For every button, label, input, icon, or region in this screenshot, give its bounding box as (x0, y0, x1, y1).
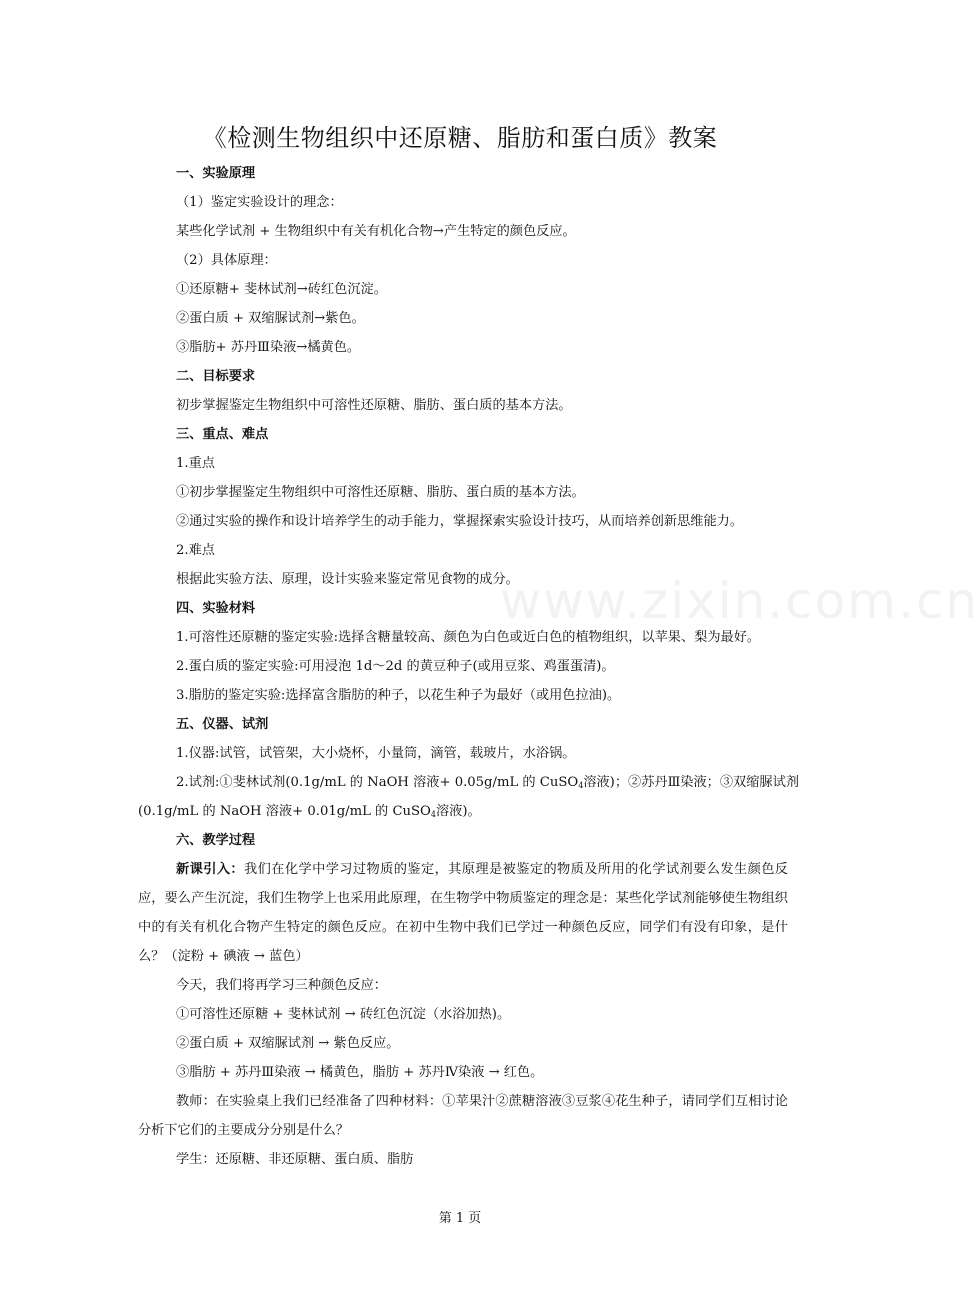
section-heading-key-points: 三、重点、难点 (176, 427, 269, 442)
text-line: 今天，我们将再学习三种颜色反应： (176, 978, 387, 993)
page-title: 《检测生物组织中还原糖、脂肪和蛋白质》教案 (202, 124, 718, 152)
text-line-reagents-cont: (0.1g/mL 的 NaOH 溶液+ 0.01g/mL 的 CuSO$_4$溶液)。 (138, 804, 481, 819)
watermark: www.zixin.com.cn (500, 572, 979, 630)
text-line: 某些化学试剂 + 生物组织中有关有机化合物→产生特定的颜色反应。 (176, 224, 576, 239)
text-line: 2.蛋白质的鉴定实验:可用浸泡 1d～2d 的黄豆种子(或用豆浆、鸡蛋蛋清)。 (176, 659, 615, 674)
text-line: （2）具体原理： (176, 253, 277, 268)
text-line: 1.重点 (176, 456, 215, 471)
section-heading-process: 六、教学过程 (176, 833, 256, 848)
text-line: ①初步掌握鉴定生物组织中可溶性还原糖、脂肪、蛋白质的基本方法。 (176, 485, 585, 500)
intro-paragraph: 新课引入：我们在化学中学习过物质的鉴定，其原理是被鉴定的物质及所用的化学试剂要么发生颜色反应，要么产生沉淀，我们生物学上也采用此原理，在生物学中物质鉴定的理念是：某些化学试剂能够使生物组织中的有关有机化合物产生特定的颜色反应。在初中生物中我们已学过一种颜色反应，同学们有没有印象，是什么？（淀粉 + 碘液 → 蓝色） (138, 862, 788, 964)
text-line: 2.难点 (176, 543, 215, 558)
text-line: ③脂肪 + 苏丹Ⅲ染液 → 橘黄色，脂肪 + 苏丹Ⅳ染液 → 红色。 (176, 1065, 544, 1080)
teacher-paragraph: 教师：在实验桌上我们已经准备了四种材料：①苹果汁②蔗糖溶液③豆浆④花生种子，请同学们互相讨论分析下它们的主要成分分别是什么？ (138, 1094, 788, 1138)
section-heading-equipment: 五、仪器、试剂 (176, 717, 269, 732)
text-line: 3.脂肪的鉴定实验:选择富含脂肪的种子，以花生种子为最好（或用色拉油)。 (176, 688, 621, 703)
text-line-reagents: 2.试剂:①斐林试剂(0.1g/mL 的 NaOH 溶液+ 0.05g/mL 的 CuSO$_4$溶液)；②苏丹Ⅲ染液；③双缩脲试剂 (176, 775, 799, 790)
text-line: 初步掌握鉴定生物组织中可溶性还原糖、脂肪、蛋白质的基本方法。 (176, 398, 572, 413)
text-line: ②通过实验的操作和设计培养学生的动手能力，掌握探索实验设计技巧，从而培养创新思维能力。 (176, 514, 744, 529)
text-line: 根据此实验方法、原理，设计实验来鉴定常见食物的成分。 (176, 572, 519, 587)
text-line: 1.可溶性还原糖的鉴定实验:选择含糖量较高、颜色为白色或近白色的植物组织，以苹果、梨为最好。 (176, 630, 761, 645)
intro-lead: 新课引入： (176, 862, 245, 877)
text-line: ②蛋白质 + 双缩脲试剂 → 紫色反应。 (176, 1036, 400, 1051)
section-heading-principle: 一、实验原理 (176, 166, 256, 181)
text-line: ①可溶性还原糖 + 斐林试剂 → 砖红色沉淀（水浴加热)。 (176, 1007, 511, 1022)
text-line: （1）鉴定实验设计的理念： (176, 195, 343, 210)
text-line: ③脂肪+ 苏丹Ⅲ染液→橘黄色。 (176, 340, 361, 355)
section-heading-goals: 二、目标要求 (176, 369, 256, 384)
text-line: 1.仪器:试管，试管架，大小烧杯，小量筒，滴管，载玻片，水浴锅。 (176, 746, 576, 761)
text-line: ②蛋白质 + 双缩脲试剂→紫色。 (176, 311, 365, 326)
page-footer: 第 1 页 (438, 1211, 482, 1226)
student-line: 学生：还原糖、非还原糖、蛋白质、脂肪 (176, 1152, 414, 1167)
text-line: ①还原糖+ 斐林试剂→砖红色沉淀。 (176, 282, 387, 297)
section-heading-materials: 四、实验材料 (176, 601, 256, 616)
